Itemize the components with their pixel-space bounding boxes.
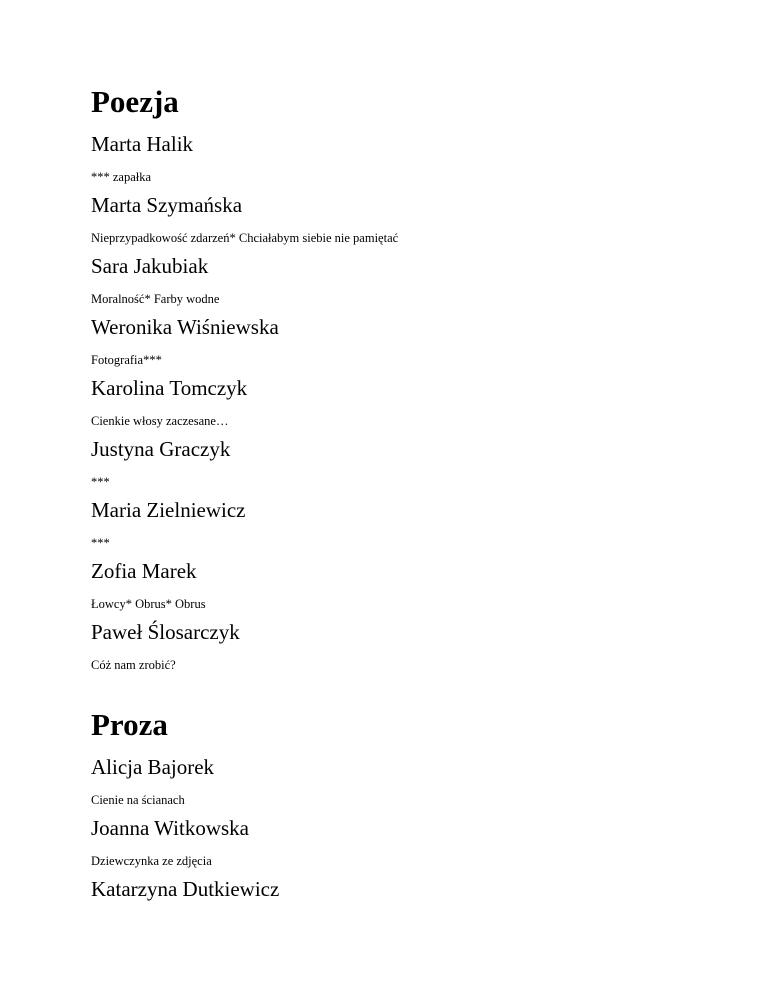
author-name: Katarzyna Dutkiewicz: [91, 877, 280, 901]
section-title-poezja: Poezja: [91, 84, 179, 119]
author-name: Weronika Wiśniewska: [91, 315, 279, 339]
works-list: ***: [91, 475, 110, 489]
author-name: Marta Halik: [91, 132, 194, 156]
author-name: Marta Szymańska: [91, 193, 243, 217]
works-list: Nieprzypadkowość zdarzeń* Chciałabym siebie nie pamiętać: [91, 231, 399, 245]
works-list: Fotografia***: [91, 353, 162, 367]
author-name: Alicja Bajorek: [91, 755, 215, 779]
works-list: Cienie na ścianach: [91, 793, 185, 807]
works-list: Moralność* Farby wodne: [91, 292, 220, 306]
author-name: Sara Jakubiak: [91, 254, 209, 278]
works-list: Cóż nam zrobić?: [91, 658, 176, 672]
author-name: Paweł Ślosarczyk: [91, 620, 240, 644]
author-name: Justyna Graczyk: [91, 437, 231, 461]
author-name: Zofia Marek: [91, 559, 197, 583]
section-title-proza: Proza: [91, 707, 168, 742]
works-list: *** zapałka: [91, 170, 152, 184]
works-list: Cienkie włosy zaczesane…: [91, 414, 229, 428]
works-list: Dziewczynka ze zdjęcia: [91, 854, 212, 868]
author-name: Maria Zielniewicz: [91, 498, 246, 522]
author-name: Karolina Tomczyk: [91, 376, 248, 400]
works-list: ***: [91, 536, 110, 550]
works-list: Łowcy* Obrus* Obrus: [91, 597, 206, 611]
author-name: Joanna Witkowska: [91, 816, 249, 840]
